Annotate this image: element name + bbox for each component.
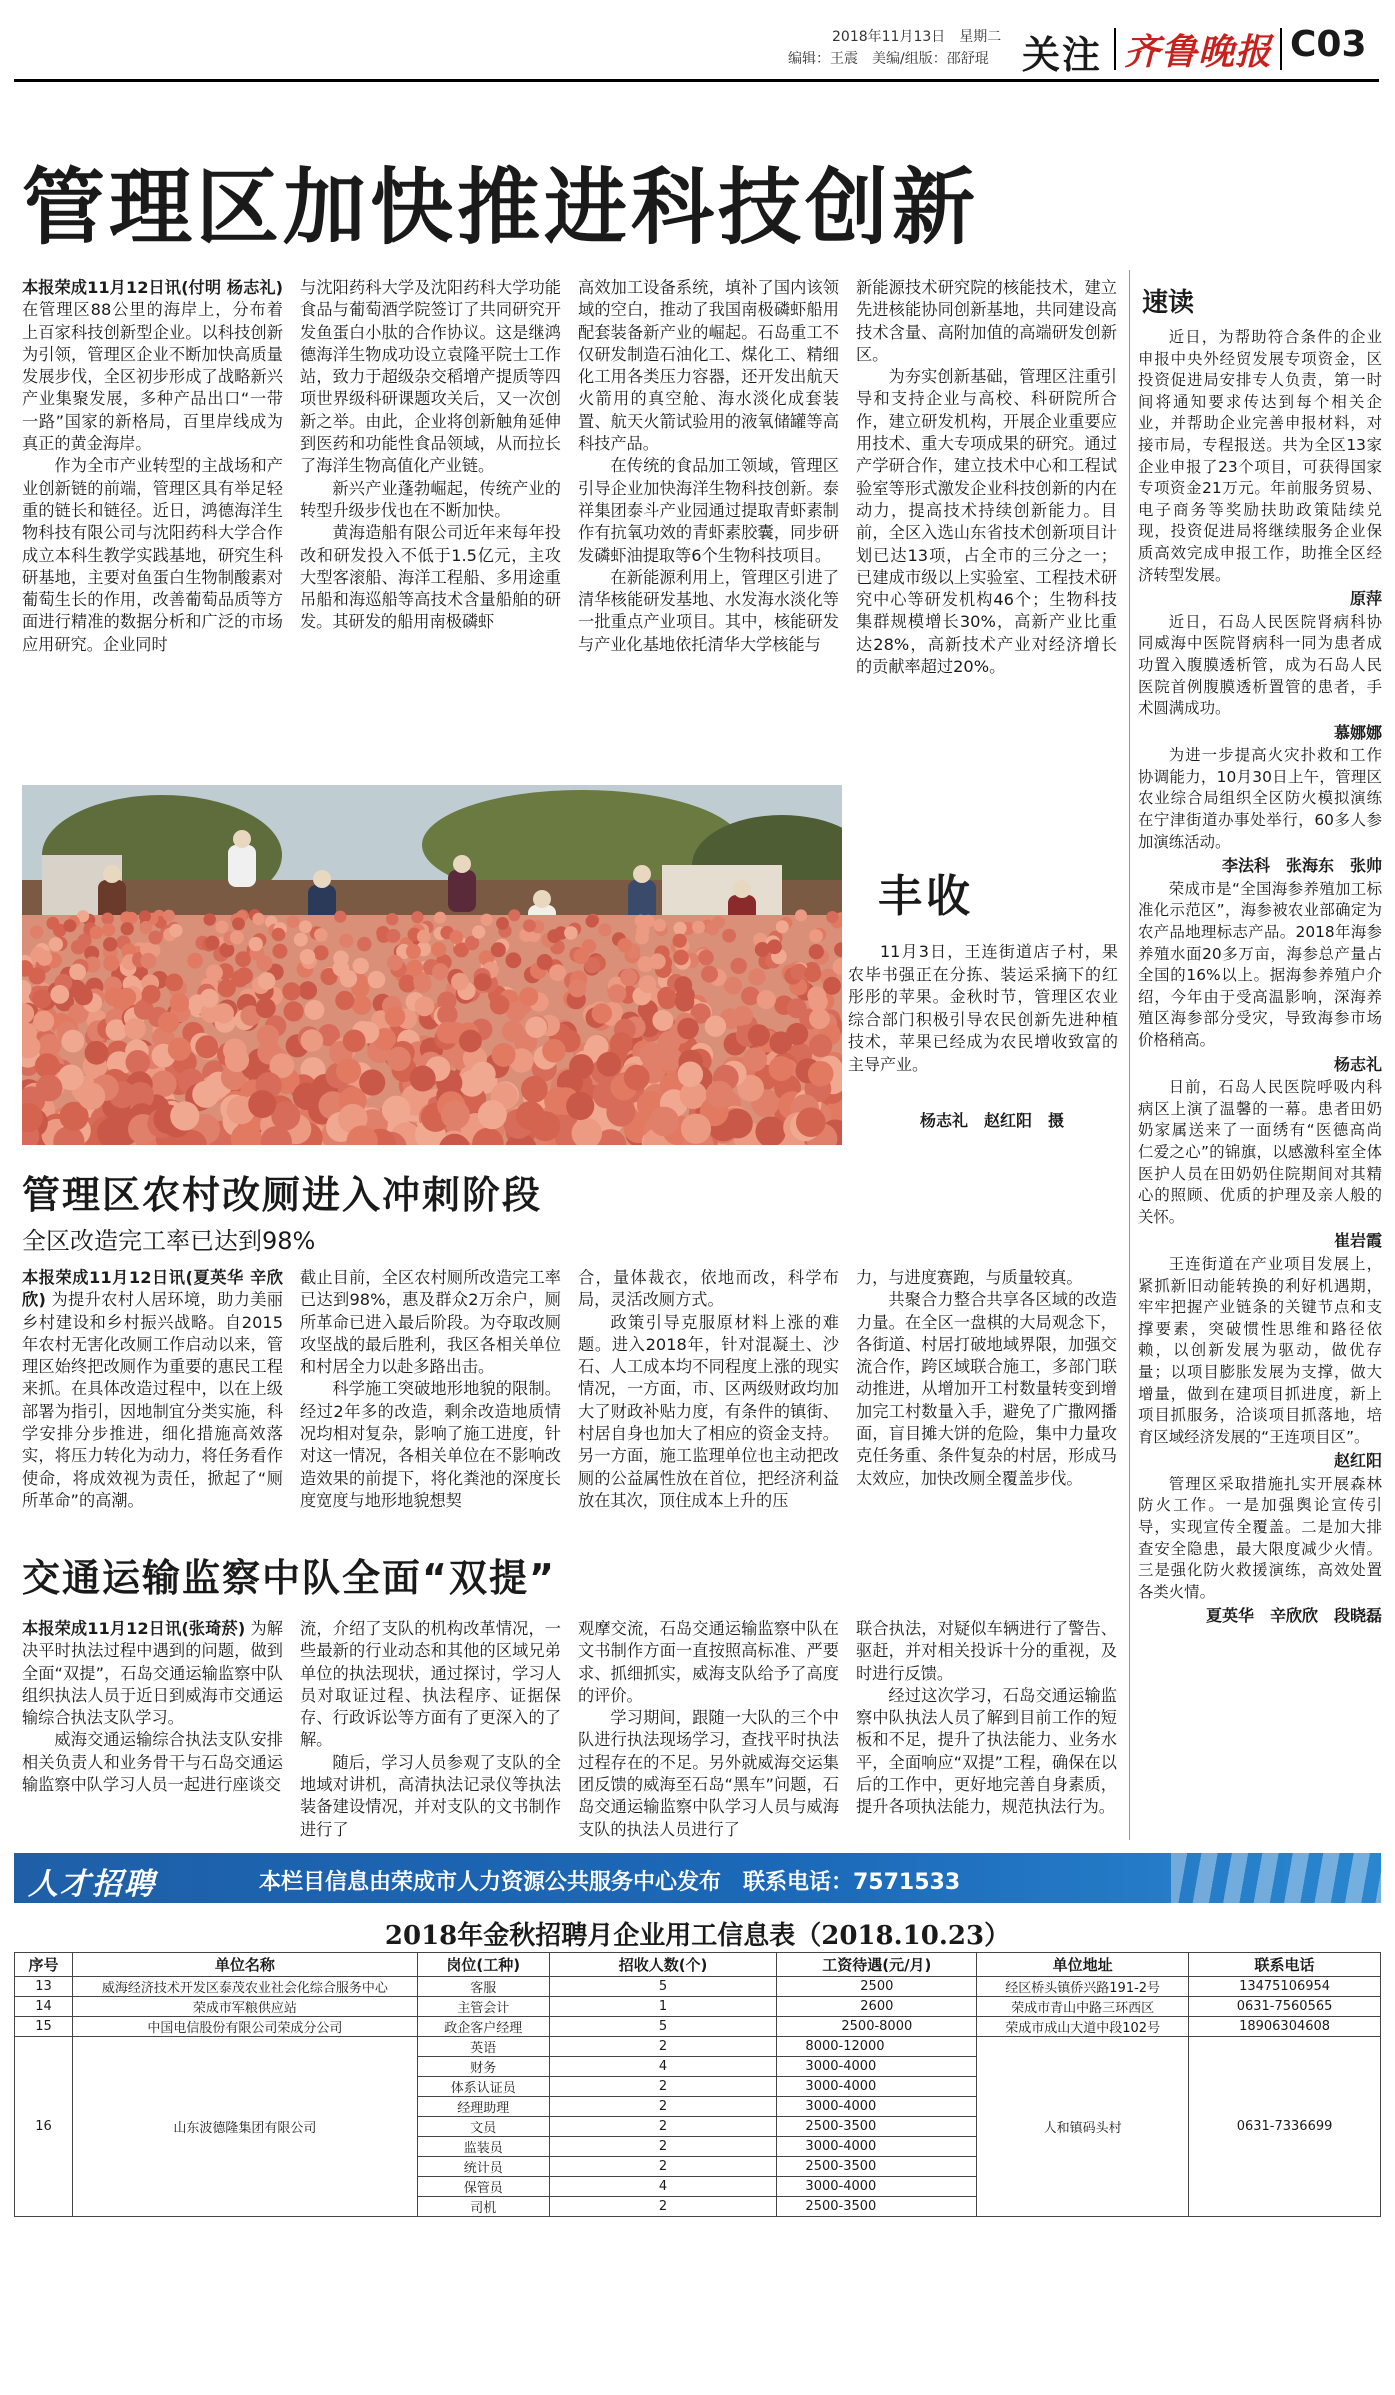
table-cell: 英语 <box>417 2037 549 2057</box>
recruit-table-wrap <box>14 1952 1381 2387</box>
table-cell: 0631-7336699 <box>1189 2037 1381 2217</box>
brief-text: 近日，为帮助符合条件的企业申报中央外经贸发展专项资金，区投资促进局安排专人负责，第一时间将通知要求传达到每个相关企业，并帮助企业完善申报材料，对接市局，专程报送。共为全区13家企业申报了23个项目，可获得国家专项资金21万元。年前服务贸易、电子商务等奖励扶助政策陆续兑现，投资促进局将继续服务企业保质高效完成申报工作，助推全区经济转型发展。 <box>1138 328 1382 584</box>
table-cell: 5 <box>549 1977 777 1997</box>
article1-col-2 <box>300 277 561 777</box>
article1-col-4 <box>856 277 1117 777</box>
paragraph: 流，介绍了支队的机构改革情况，一些最新的行业动态和其他的区域兄弟单位的执法现状，通过探讨，学习人员对取证过程、执法程序、证据保存、行政诉讼等方面有了更深入的了解。 <box>300 1619 561 1750</box>
table-cell: 4 <box>549 2057 777 2077</box>
table-row <box>15 1997 1381 2017</box>
paragraph: 与沈阳药科大学及沈阳药科大学功能食品与葡萄酒学院签订了共同研究开发鱼蛋白小肽的合作协议。这是继鸿德海洋生物成功设立袁隆平院士工作站，致力于超级杂交稻增产提质等四项世界级科研课题攻关后，又一次创新之举。由此，企业将创新触角延伸到医药和功能性食品领域，从而拉长了海洋生物高值化产业链。 <box>300 278 561 476</box>
column-header: 招收人数(个) <box>549 1953 777 1977</box>
table-cell: 13475106954 <box>1189 1977 1381 1997</box>
header-divider-2 <box>1280 28 1282 70</box>
brief-text: 荣成市是“全国海参养殖加工标准化示范区”，海参被农业部确定为农产品地理标志产品。2018年海参养殖水面20多万亩，海参总产量占全国的16%以上。据海参养殖户介绍，今年由于受高温影响，深海养殖区海参部分受灾，导致海参市场价格稍高。 <box>1138 879 1382 1049</box>
article3-title: 交通运输监察中队全面“双提” <box>22 1556 556 1600</box>
brief-item <box>1138 1254 1382 1474</box>
header-rule <box>14 79 1379 82</box>
brief-text: 近日，石岛人民医院肾病科协同威海中医院肾病科一同为患者成功置入腹膜透析管，成为石岛人民医院首例腹膜透析置管的患者，手术圆满成功。 <box>1138 612 1382 718</box>
table-cell: 2600 <box>777 1997 977 2017</box>
column-header: 序号 <box>15 1953 73 1977</box>
column-header: 单位地址 <box>977 1953 1189 1977</box>
brief-item <box>1138 1474 1382 1629</box>
sidebar-divider <box>1129 270 1130 1840</box>
table-cell: 司机 <box>417 2197 549 2217</box>
table-cell: 16 <box>15 2037 73 2217</box>
article3-col-2 <box>300 1618 561 1840</box>
table-cell: 14 <box>15 1997 73 2017</box>
brief-byline: 杨志礼 <box>1333 1054 1382 1074</box>
table-cell: 荣成市青山中路三环西区 <box>977 1997 1189 2017</box>
header-divider <box>1114 28 1116 70</box>
article2-title: 管理区农村改厕进入冲刺阶段 <box>22 1173 543 1217</box>
byline: 本报荣成11月12日讯(付明 杨志礼) <box>22 278 283 297</box>
table-cell: 2500-3500 <box>777 2157 977 2177</box>
sidebar-items <box>1138 327 1382 1629</box>
table-cell: 2500-8000 <box>777 2017 977 2037</box>
recruit-notice: 本栏目信息由荣成市人力资源公共服务中心发布 联系电话：7571533 <box>259 1870 961 1895</box>
article2-col-1: 本报荣成11月12日讯(夏英华 辛欣欣) 为提升农村人居环境，助力美丽乡村建设和乡村振兴战略。自2015年农村无害化改厕工作启动以来，管理区始终把改厕作为重要的惠民工程来抓。在具体改造过程中，以在上级部署为指引，因地制宜分类实施，科学安排分步推进，细化措施高效落实，将压力转化为动力，将任务看作使命，将成效视为责任，掀起了“厕所革命”的高潮。 <box>22 1268 283 1510</box>
byline: 本报荣成11月12日讯(张琦菸) <box>22 1619 246 1638</box>
paragraph: 在新能源利用上，管理区引进了清华核能研发基地、水发海水淡化等一批重点产业项目。其中，核能研发与产业化基地依托清华大学核能与 <box>578 567 839 654</box>
article2-col-4 <box>856 1267 1117 1537</box>
table-cell: 人和镇码头村 <box>977 2037 1189 2217</box>
paragraph: 学习期间，跟随一大队的三个中队进行执法现场学习，查找平时执法过程存在的不足。另外就威海交运集团反馈的威海至石岛“黑车”问题，石岛交通运输监察中队学习人员与威海支队的执法人员进行了 <box>578 1708 839 1839</box>
table-cell: 2 <box>549 2157 777 2177</box>
recruit-logo: 人才招聘 <box>28 1867 156 1902</box>
table-cell: 2500-3500 <box>777 2197 977 2217</box>
article1-col-1: 本报荣成11月12日讯(付明 杨志礼) 在管理区88公里的海岸上，分布着上百家科技创新型企业。以科技创新为引领，管理区企业不断加快高质量发展步伐，全区初步形成了战略新兴产业集聚发展，多种产品出口“一带一路”国家的新格局，百里岸线成为真正的黄金海岸。 作为全市产业转型的主战场和产业创新链的前端，管理区具有举足轻重的链长和链径。近日，鸿德海洋生物科技有限公司与沈阳药科大学合作成立本科生教学实践基地，研究生科研基地，主要对鱼蛋白生物制酸素对葡萄生长的作用，改善葡萄品质等方面进行精准的数据分析和广泛的市场应用研究。企业同时 <box>22 277 283 777</box>
apple-pile-image <box>22 785 842 1145</box>
column-header: 单位名称 <box>72 1953 417 1977</box>
table-cell: 5 <box>549 2017 777 2037</box>
table-cell: 2 <box>549 2097 777 2117</box>
table-row <box>15 2037 1381 2057</box>
table-cell: 荣成市军粮供应站 <box>72 1997 417 2017</box>
brief-item <box>1138 1077 1382 1254</box>
article3-col-3 <box>578 1618 839 1840</box>
brief-item <box>1138 745 1382 879</box>
table-cell: 4 <box>549 2177 777 2197</box>
table-cell: 体系认证员 <box>417 2077 549 2097</box>
header-date <box>832 26 1001 46</box>
brief-byline: 赵红阳 <box>1333 1451 1382 1471</box>
brief-text: 日前，石岛人民医院呼吸内科病区上演了温馨的一幕。患者田奶奶家属送来了一面绣有“医德高尚 仁爱之心”的锦旗，以感激科室全体医护人员在田奶奶住院期间对其精心的照顾、优质的护理及亲人般的关怀。 <box>1138 1078 1382 1226</box>
brief-item <box>1138 612 1382 746</box>
article2-col-3 <box>578 1267 839 1537</box>
paragraph: 随后，学习人员参观了支队的全地域对讲机，高清执法记录仪等执法装备建设情况，并对支队的文书制作进行了 <box>300 1752 561 1839</box>
section-label: 关注 <box>1022 33 1103 77</box>
brief-item <box>1138 327 1382 612</box>
page-number: C03 <box>1290 24 1367 65</box>
photo-credit: 杨志礼 赵红阳 摄 <box>920 1111 1065 1130</box>
paragraph: 作为全市产业转型的主战场和产业创新链的前端，管理区具有举足轻重的链长和链径。近日，鸿德海洋生物科技有限公司与沈阳药科大学合作成立本科生教学实践基地，研究生科研基地，主要对鱼蛋白生物制酸素对葡萄生长的作用，改善葡萄品质等方面进行精准的数据分析和广泛的市场应用研究。企业同时 <box>22 456 283 654</box>
paragraph: 在传统的食品加工领域，管理区引导企业加快海洋生物科技创新。泰祥集团泰斗产业园通过提取青虾素制作有抗氧功效的青虾素胶囊，同步研发磷虾油提取等6个生物科技项目。 <box>578 456 839 565</box>
table-cell: 2 <box>549 2117 777 2137</box>
table-cell: 3000-4000 <box>777 2057 977 2077</box>
table-cell: 中国电信股份有限公司荣成分公司 <box>72 2017 417 2037</box>
brief-text: 管理区采取措施扎实开展森林防火工作。一是加强舆论宣传引导，实现宣传全覆盖。二是加大排查安全隐患，最大限度减少火情。三是强化防火救援演练，高效处置各类火情。 <box>1138 1474 1382 1601</box>
column-header: 联系电话 <box>1189 1953 1381 1977</box>
paragraph: 科学施工突破地形地貌的限制。经过2年多的改造，剩余改造地质情况均相对复杂，影响了施工进度，针对这一情况，各相关单位在不影响改造效果的前提下，将化粪池的深度长度宽度与地形地貌想契 <box>300 1379 561 1510</box>
paragraph: 新兴产业蓬勃崛起，传统产业的转型升级步伐也在不断加快。 <box>300 478 561 520</box>
brief-byline: 慕娜娜 <box>1333 722 1382 742</box>
table-cell: 经理助理 <box>417 2097 549 2117</box>
table-cell: 3000-4000 <box>777 2077 977 2097</box>
paragraph: 截止目前，全区农村厕所改造完工率已达到98%，惠及群众2万余户，厕所革命已进入最后阶段。为夺取改厕攻坚战的最后胜利，我区各相关单位和村居全力以赴多路出击。 <box>300 1268 561 1377</box>
sidebar <box>1138 270 1382 1850</box>
brief-text: 为进一步提高火灾扑救和工作协调能力，10月30日上午，管理区农业综合局组织全区防火模拟演练在宁津街道办事处举行，60多人参加演练活动。 <box>1138 746 1382 851</box>
paragraph: 高效加工设备系统，填补了国内该领域的空白，推动了我国南极磷虾船用配套装备新产业的崛起。石岛重工不仅研发制造石油化工、煤化工、精细化工用各类压力容器，还开发出航天火箭用的真空舱、海水淡化成套装置、航天火箭试验用的液氧储罐等高科技产品。 <box>578 278 839 454</box>
table-cell: 主管会计 <box>417 1997 549 2017</box>
paragraph: 黄海造船有限公司近年来每年投改和研发投入不低于1.5亿元，主攻大型客滚船、海洋工程船、多用途重吊船和海巡船等高技术含量船舶的研发。其研发的船用南极磷虾 <box>300 523 561 632</box>
table-cell: 0631-7560565 <box>1189 1997 1381 2017</box>
paragraph: 经过这次学习，石岛交通运输监察中队执法人员了解到目前工作的短板和不足，提升了执法能力、业务水平，全面响应“双提”工程，确保在以后的工作中，更好地完善自身素质，提升各项执法能力，规范执法行为。 <box>856 1685 1117 1817</box>
article2-col-2 <box>300 1267 561 1537</box>
brief-byline: 崔岩霞 <box>1333 1231 1382 1251</box>
brief-byline: 李法科 张海东 张帅 <box>1221 856 1382 876</box>
table-header-row <box>15 1953 1381 1977</box>
sidebar-title: 速读 <box>1142 288 1195 318</box>
banner-stripes <box>1171 1853 1381 1903</box>
table-row <box>15 1977 1381 1997</box>
paragraph: 政策引导克服原材料上涨的难题。进入2018年，针对混凝土、沙石、人工成本均不同程度上涨的现实情况，一方面，市、区两级财政均加大了财政补贴力度，有条件的镇街、村居自身也加大了相应的资金支持。另一方面，施工监理单位也主动把改厕的公益属性放在首位，把经济利益放在其次，顶住成本上升的压 <box>578 1312 839 1510</box>
article1-col-3 <box>578 277 839 777</box>
recruit-table <box>14 1952 1381 2217</box>
paragraph: 威海交通运输综合执法支队安排相关负责人和业务骨干与石岛交通运输监察中队学习人员一起进行座谈交 <box>22 1730 283 1795</box>
paragraph: 合，量体裁衣，依地而改，科学布局，灵活改厕方式。 <box>578 1268 839 1310</box>
article3-col-1: 本报荣成11月12日讯(张琦菸) 为解决平时执法过程中遇到的问题，做到全面“双提”，石岛交通运输监察中队组织执法人员于近日到威海市交通运输综合执法支队学习。 威海交通运输综合执法支队安排相关负责人和业务骨干与石岛交通运输监察中队学习人员一起进行座谈交 <box>22 1618 283 1840</box>
table-cell: 监装员 <box>417 2137 549 2157</box>
paragraph: 观摩交流，石岛交通运输监察中队在文书制作方面一直按照高标准、严要求、抓细抓实，威海支队给予了高度的评价。 <box>578 1619 839 1705</box>
table-cell: 山东波德隆集团有限公司 <box>72 2037 417 2217</box>
table-cell: 客服 <box>417 1977 549 1997</box>
photo-title: 丰收 <box>878 871 974 922</box>
table-cell: 统计员 <box>417 2157 549 2177</box>
brief-byline: 夏英华 辛欣欣 段晓磊 <box>1205 1606 1382 1626</box>
table-cell: 2 <box>549 2197 777 2217</box>
article1-title: 管理区加快推进科技创新 <box>22 159 979 256</box>
table-cell: 2 <box>549 2037 777 2057</box>
table-cell: 威海经济技术开发区泰茂农业社会化综合服务中心 <box>72 1977 417 1997</box>
table-row <box>15 2017 1381 2037</box>
paper-logo: 齐鲁晚报 <box>1124 31 1273 73</box>
table-cell: 经区桥头镇侨兴路191-2号 <box>977 1977 1189 1997</box>
paragraph: 力，与进度赛跑，与质量较真。 <box>856 1268 1083 1287</box>
table-cell: 文员 <box>417 2117 549 2137</box>
brief-item <box>1138 879 1382 1077</box>
paragraph: 新能源技术研究院的核能技术，建立先进核能协同创新基地，共同建设高技术含量、高附加值的高端研发创新区。 <box>856 278 1117 364</box>
header-editors: 编辑：王震 美编/组版：邵舒琨 <box>788 51 989 67</box>
brief-text: 王连街道在产业项目发展上，紧抓新旧动能转换的利好机遇期，牢牢把握产业链条的关键节点和支撑要素，突破惯性思维和路径依赖，以创新发展为驱动，做优存量；以项目膨胀发展为支撑，做大增量，做到在建项目抓进度，新上项目抓服务，洽谈项目抓落地，培育区域经济发展的“王连项目区”。 <box>1138 1254 1382 1446</box>
article3-col-4 <box>856 1618 1117 1840</box>
photo-caption: 11月3日，王连街道店子村，果农毕书强正在分拣、装运采摘下的红彤彤的苹果。金秋时节，管理区农业综合部门积极引导农民创新先进种植技术，苹果已经成为农民增收致富的主导产业。 <box>848 942 1118 1074</box>
table-cell: 3000-4000 <box>777 2137 977 2157</box>
page-header <box>0 0 1395 80</box>
table-cell: 政企客户经理 <box>417 2017 549 2037</box>
table-cell: 荣成市成山大道中段102号 <box>977 2017 1189 2037</box>
table-cell: 2500 <box>777 1977 977 1997</box>
paragraph: 为夯实创新基础，管理区注重引导和支持企业与高校、科研院所合作，建立研发机构，开展企业重要应用技术、重大专项成果的研究。通过产学研合作，建立技术中心和工程试验室等形式激发企业科技创新的内在动力，提高技术持续创新能力。目前，全区入选山东省技术创新项目计划已达13项，占全市的三分之一；已建成市级以上实验室、工程技术研究中心等研发机构46个；生物科技集群规模增长30%，高新产业比重达28%，高新技术产业对经济增长的贡献率超过20%。 <box>856 367 1117 677</box>
table-cell: 2500-3500 <box>777 2117 977 2137</box>
table-cell: 2 <box>549 2077 777 2097</box>
table-cell: 保管员 <box>417 2177 549 2197</box>
table-cell: 1 <box>549 1997 777 2017</box>
byline: 本报荣成11月12日讯(夏英华 辛欣欣) <box>22 1268 283 1310</box>
recruit-banner <box>14 1853 1381 1903</box>
table-cell: 15 <box>15 2017 73 2037</box>
table-cell: 2 <box>549 2137 777 2157</box>
table-cell: 13 <box>15 1977 73 1997</box>
table-cell: 8000-12000 <box>777 2037 977 2057</box>
recruit-table-title: 2018年金秋招聘月企业用工信息表（2018.10.23） <box>384 1921 1011 1951</box>
paragraph: 联合执法，对疑似车辆进行了警告、驱赶，并对相关投诉十分的重视，及时进行反馈。 <box>856 1619 1117 1683</box>
brief-byline: 原萍 <box>1349 589 1382 609</box>
table-cell: 3000-4000 <box>777 2097 977 2117</box>
table-cell: 18906304608 <box>1189 2017 1381 2037</box>
table-cell: 财务 <box>417 2057 549 2077</box>
article2-subtitle: 全区改造完工率已达到98% <box>22 1227 316 1255</box>
weekday-text: 星期二 <box>959 29 1002 45</box>
column-header: 岗位(工种) <box>417 1953 549 1977</box>
paragraph: 共聚合力整合共享各区域的改造力量。在全区一盘棋的大局观念下，各街道、村居打破地域界限，加强交流合作，跨区域联合施工，多部门联动推进，从增加开工村数量转变到增加完工村数量入手，避免了广撒网播面，盲目摊大饼的危险，集中力量攻克任务重、条件复杂的村居，形成马太效应，加快改厕全覆盖步伐。 <box>856 1290 1117 1488</box>
date-text: 2018年11月13日 <box>832 29 946 45</box>
harvest-photo <box>22 785 842 1145</box>
table-cell: 3000-4000 <box>777 2177 977 2197</box>
column-header: 工资待遇(元/月) <box>777 1953 977 1977</box>
